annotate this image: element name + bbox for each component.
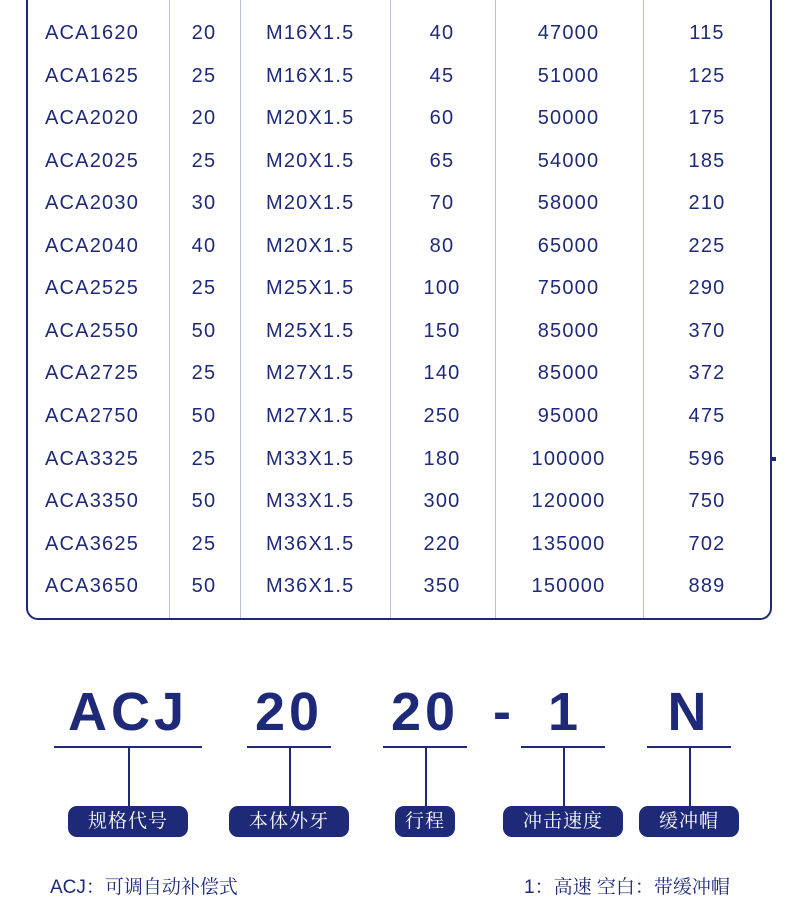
energy-cell: 140 bbox=[423, 362, 461, 384]
thread-cell: M33X1.5 bbox=[266, 490, 355, 512]
code-cap: N bbox=[667, 682, 711, 742]
legend-options: 1：高速 空白：带缓冲帽 bbox=[524, 877, 730, 898]
max-energy-cell: 150000 bbox=[531, 575, 606, 597]
last-cell: 225 bbox=[688, 235, 726, 257]
last-cell: 750 bbox=[688, 490, 726, 512]
table-row bbox=[0, 395, 800, 437]
table-row bbox=[0, 12, 800, 54]
last-cell: 475 bbox=[688, 405, 726, 427]
model-cell: ACA2020 bbox=[45, 107, 140, 129]
table-row bbox=[0, 140, 800, 182]
model-cell: ACA3650 bbox=[45, 575, 140, 597]
table-row bbox=[0, 97, 800, 139]
connector-line bbox=[563, 748, 565, 810]
stroke-cell: 25 bbox=[191, 150, 217, 172]
table-row bbox=[0, 310, 800, 352]
last-cell: 115 bbox=[689, 22, 725, 44]
energy-cell: 300 bbox=[423, 490, 461, 512]
energy-cell: 150 bbox=[423, 320, 461, 342]
label-buffer-cap: 缓冲帽 bbox=[639, 806, 739, 837]
max-energy-cell: 50000 bbox=[537, 107, 600, 129]
thread-cell: M25X1.5 bbox=[266, 320, 355, 342]
thread-cell: M16X1.5 bbox=[266, 65, 355, 87]
table-row bbox=[0, 352, 800, 394]
last-cell: 596 bbox=[688, 448, 726, 470]
stroke-cell: 25 bbox=[191, 448, 217, 470]
energy-cell: 65 bbox=[429, 150, 455, 172]
thread-cell: M36X1.5 bbox=[266, 575, 355, 597]
max-energy-cell: 100000 bbox=[531, 448, 606, 470]
thread-cell: M20X1.5 bbox=[266, 192, 355, 214]
label-spec-code: 规格代号 bbox=[68, 806, 188, 837]
stroke-cell: 25 bbox=[191, 533, 217, 555]
table-row bbox=[0, 225, 800, 267]
max-energy-cell: 85000 bbox=[537, 362, 600, 384]
table-row bbox=[0, 523, 800, 565]
stroke-cell: 25 bbox=[191, 65, 217, 87]
table-row bbox=[0, 565, 800, 607]
thread-cell: M27X1.5 bbox=[266, 405, 355, 427]
energy-cell: 220 bbox=[423, 533, 461, 555]
stroke-cell: 50 bbox=[191, 575, 217, 597]
stroke-cell: 25 bbox=[191, 362, 217, 384]
last-cell: 290 bbox=[688, 277, 726, 299]
last-cell: 372 bbox=[688, 362, 726, 384]
max-energy-cell: 95000 bbox=[537, 405, 600, 427]
model-cell: ACA3625 bbox=[45, 533, 140, 555]
table-row bbox=[0, 55, 800, 97]
model-cell: ACA2025 bbox=[45, 150, 140, 172]
label-impact-speed: 冲击速度 bbox=[503, 806, 623, 837]
last-cell: 889 bbox=[688, 575, 726, 597]
max-energy-cell: 135000 bbox=[531, 533, 606, 555]
max-energy-cell: 120000 bbox=[531, 490, 606, 512]
last-cell: 125 bbox=[688, 65, 726, 87]
max-energy-cell: 85000 bbox=[537, 320, 600, 342]
code-dash: - bbox=[493, 682, 515, 742]
thread-cell: M33X1.5 bbox=[266, 448, 355, 470]
energy-cell: 250 bbox=[423, 405, 461, 427]
thread-cell: M25X1.5 bbox=[266, 277, 355, 299]
energy-cell: 60 bbox=[429, 107, 455, 129]
last-cell: 370 bbox=[688, 320, 726, 342]
max-energy-cell: 65000 bbox=[537, 235, 600, 257]
last-cell: 175 bbox=[688, 107, 726, 129]
last-cell: 185 bbox=[688, 150, 726, 172]
code-stroke: 20 bbox=[390, 682, 460, 742]
thread-cell: M20X1.5 bbox=[266, 150, 355, 172]
legend-series: ACJ：可调自动补偿式 bbox=[50, 877, 238, 898]
table-row bbox=[0, 480, 800, 522]
energy-cell: 70 bbox=[429, 192, 455, 214]
thread-cell: M20X1.5 bbox=[266, 107, 355, 129]
thread-cell: M20X1.5 bbox=[266, 235, 355, 257]
model-cell: ACA1620 bbox=[45, 22, 140, 44]
model-cell: ACA2750 bbox=[45, 405, 140, 427]
stroke-cell: 20 bbox=[191, 107, 217, 129]
energy-cell: 45 bbox=[429, 65, 455, 87]
max-energy-cell: 75000 bbox=[537, 277, 600, 299]
stroke-cell: 25 bbox=[191, 277, 217, 299]
model-cell: ACA2040 bbox=[45, 235, 140, 257]
last-cell: 702 bbox=[688, 533, 726, 555]
table-row bbox=[0, 182, 800, 224]
code-series: ACJ bbox=[67, 682, 189, 742]
stroke-cell: 50 bbox=[191, 405, 217, 427]
model-cell: ACA2725 bbox=[45, 362, 140, 384]
max-energy-cell: 58000 bbox=[537, 192, 600, 214]
stroke-cell: 20 bbox=[191, 22, 217, 44]
connector-line bbox=[128, 748, 130, 810]
code-speed: 1 bbox=[547, 682, 583, 742]
stroke-cell: 30 bbox=[191, 192, 217, 214]
max-energy-cell: 51000 bbox=[537, 65, 600, 87]
thread-cell: M16X1.5 bbox=[266, 22, 355, 44]
model-cell: ACA3350 bbox=[45, 490, 140, 512]
thread-cell: M36X1.5 bbox=[266, 533, 355, 555]
energy-cell: 80 bbox=[429, 235, 455, 257]
table-row bbox=[0, 438, 800, 480]
model-cell: ACA3325 bbox=[45, 448, 140, 470]
thread-cell: M27X1.5 bbox=[266, 362, 355, 384]
energy-cell: 180 bbox=[423, 448, 461, 470]
model-cell: ACA2550 bbox=[45, 320, 140, 342]
max-energy-cell: 47000 bbox=[537, 22, 600, 44]
stroke-cell: 40 bbox=[191, 235, 217, 257]
code-thread-size: 20 bbox=[254, 682, 324, 742]
connector-line bbox=[289, 748, 291, 810]
model-cell: ACA1625 bbox=[45, 65, 140, 87]
model-cell: ACA2030 bbox=[45, 192, 140, 214]
connector-line bbox=[689, 748, 691, 810]
model-cell: ACA2525 bbox=[45, 277, 140, 299]
stroke-cell: 50 bbox=[191, 490, 217, 512]
stroke-cell: 50 bbox=[191, 320, 217, 342]
last-cell: 210 bbox=[688, 192, 726, 214]
energy-cell: 40 bbox=[429, 22, 455, 44]
label-stroke: 行程 bbox=[395, 806, 455, 837]
label-body-thread: 本体外牙 bbox=[229, 806, 349, 837]
energy-cell: 350 bbox=[423, 575, 461, 597]
max-energy-cell: 54000 bbox=[537, 150, 600, 172]
energy-cell: 100 bbox=[423, 277, 461, 299]
connector-line bbox=[425, 748, 427, 810]
table-row bbox=[0, 267, 800, 309]
